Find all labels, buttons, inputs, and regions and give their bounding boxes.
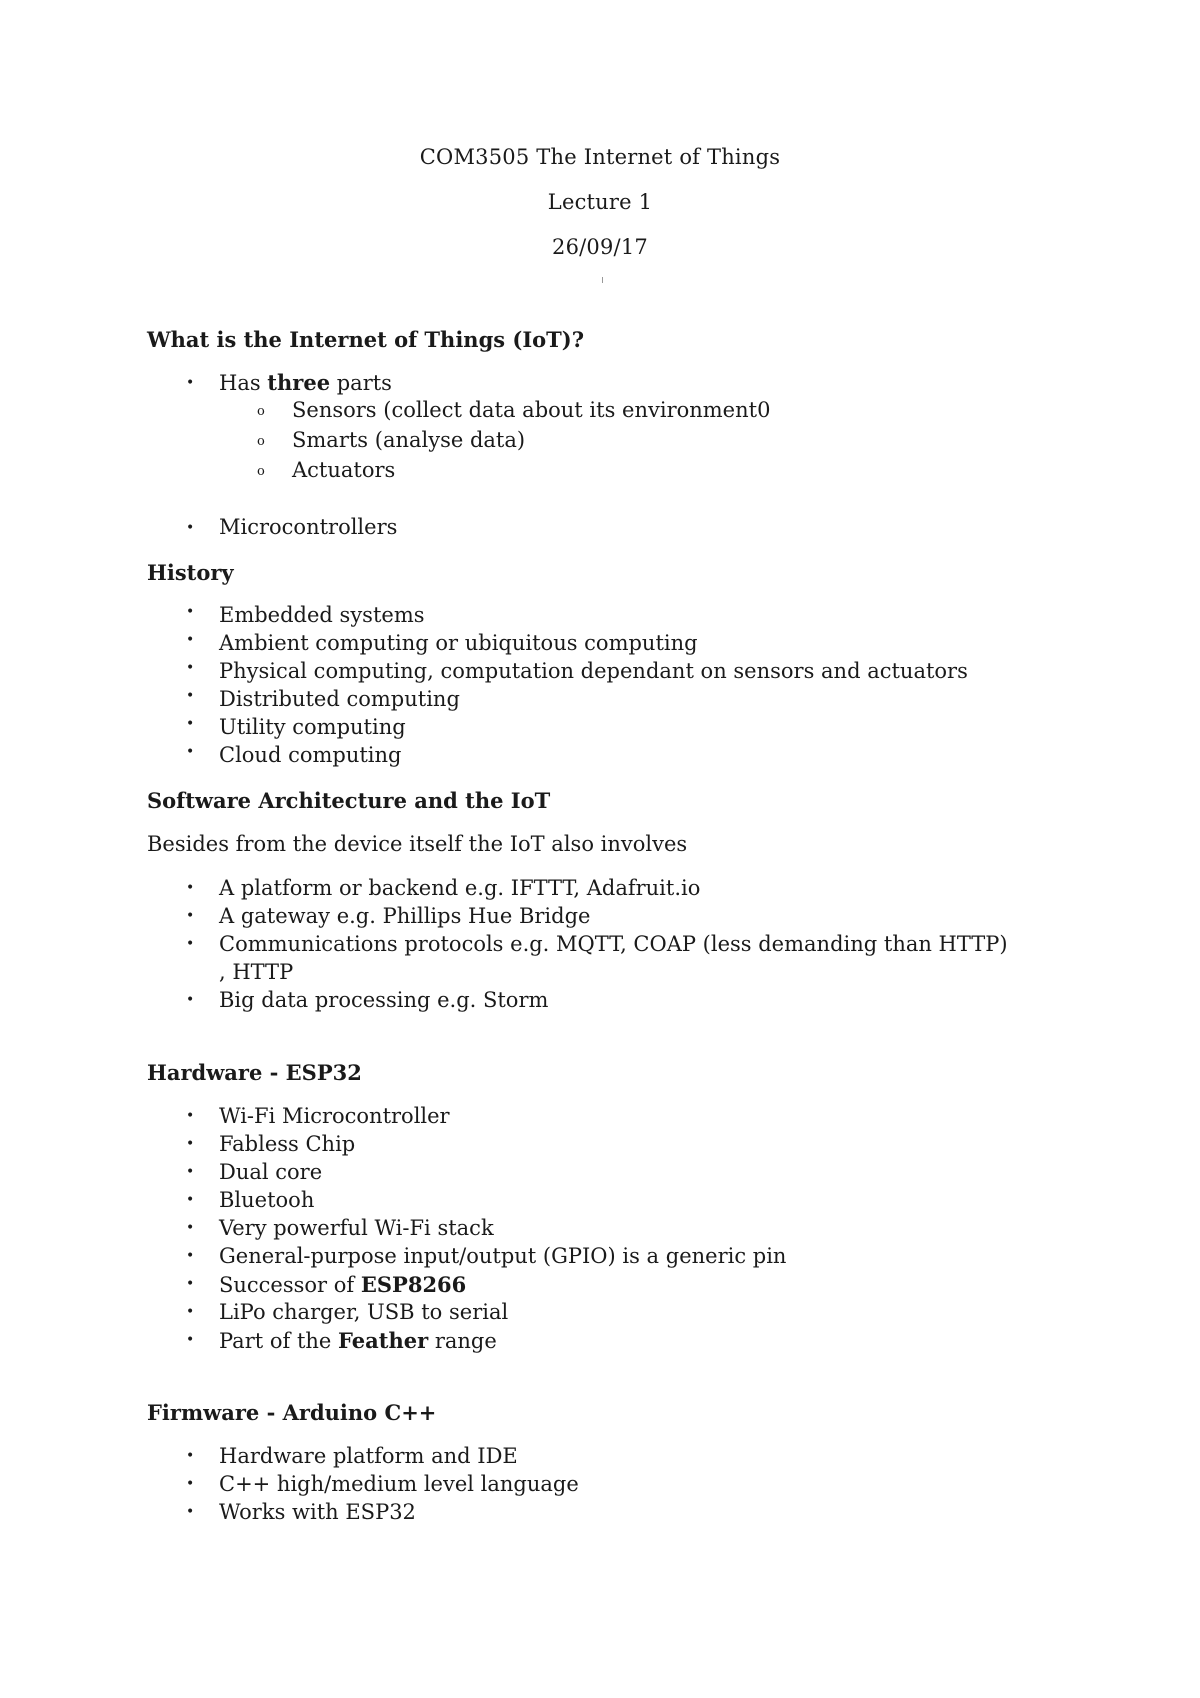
bullet-icon: • xyxy=(186,375,195,391)
list-item: Fabless Chip xyxy=(219,1132,356,1156)
bullet-icon: • xyxy=(186,1220,195,1236)
list-item: Has three parts xyxy=(219,370,392,395)
list-item: Hardware platform and IDE xyxy=(219,1444,518,1468)
sub-list-item: Smarts (analyse data) xyxy=(292,428,526,452)
list-item: Ambient computing or ubiquitous computing xyxy=(219,631,698,655)
list-item: Successor of ESP8266 xyxy=(219,1272,467,1297)
section-heading-iot: What is the Internet of Things (IoT)? xyxy=(147,327,585,352)
list-item: A platform or backend e.g. IFTTT, Adafruit.io xyxy=(219,876,701,900)
bullet-icon: • xyxy=(186,908,195,924)
bullet-icon: • xyxy=(186,1276,195,1292)
list-item: C++ high/medium level language xyxy=(219,1472,579,1496)
list-item: Wi-Fi Microcontroller xyxy=(219,1104,450,1128)
bullet-icon: • xyxy=(186,744,195,760)
bullet-icon: • xyxy=(186,1476,195,1492)
bullet-icon: • xyxy=(186,1136,195,1152)
bullet-icon: • xyxy=(186,936,195,952)
list-item: Very powerful Wi-Fi stack xyxy=(219,1216,494,1240)
bullet-icon: • xyxy=(186,992,195,1008)
sub-bullet-icon: o xyxy=(257,434,265,449)
bullet-icon: • xyxy=(186,1248,195,1264)
bullet-icon: • xyxy=(186,1304,195,1320)
section-heading-firmware: Firmware - Arduino C++ xyxy=(147,1400,437,1425)
bullet-icon: • xyxy=(186,688,195,704)
sub-bullet-icon: o xyxy=(257,464,265,479)
list-item: Utility computing xyxy=(219,715,406,739)
bullet-icon: • xyxy=(186,604,195,620)
lecture-date: 26/09/17 xyxy=(552,235,648,259)
list-item: Cloud computing xyxy=(219,743,402,767)
bullet-icon: • xyxy=(186,1192,195,1208)
list-item: Part of the Feather range xyxy=(219,1328,497,1353)
list-item: LiPo charger, USB to serial xyxy=(219,1300,509,1324)
list-item: Big data processing e.g. Storm xyxy=(219,988,549,1012)
bullet-icon: • xyxy=(186,1164,195,1180)
bullet-icon: • xyxy=(186,632,195,648)
list-item: Dual core xyxy=(219,1160,323,1184)
sub-list-item: Actuators xyxy=(292,458,396,482)
list-item: Physical computing, computation dependant on sensors and actuators xyxy=(219,659,968,683)
list-item: Embedded systems xyxy=(219,603,425,627)
section-heading-history: History xyxy=(147,560,234,585)
bullet-icon: • xyxy=(186,880,195,896)
list-item: Distributed computing xyxy=(219,687,460,711)
bullet-icon: • xyxy=(186,1448,195,1464)
stray-mark xyxy=(602,277,603,283)
course-title: COM3505 The Internet of Things xyxy=(419,145,781,169)
list-item: Bluetooh xyxy=(219,1188,315,1212)
list-item: Microcontrollers xyxy=(219,515,398,539)
sub-bullet-icon: o xyxy=(257,404,265,419)
list-item: A gateway e.g. Phillips Hue Bridge xyxy=(219,904,591,928)
list-item: Works with ESP32 xyxy=(219,1500,416,1524)
section-intro: Besides from the device itself the IoT also involves xyxy=(147,832,688,856)
section-heading-hardware: Hardware - ESP32 xyxy=(147,1060,362,1085)
list-item-continuation: , HTTP xyxy=(219,960,294,984)
list-item: General-purpose input/output (GPIO) is a generic pin xyxy=(219,1244,787,1268)
bullet-icon: • xyxy=(186,1108,195,1124)
bullet-icon: • xyxy=(186,1332,195,1348)
bullet-icon: • xyxy=(186,716,195,732)
lecture-number: Lecture 1 xyxy=(547,190,653,214)
sub-list-item: Sensors (collect data about its environment0 xyxy=(292,398,771,422)
list-item: Communications protocols e.g. MQTT, COAP (less demanding than HTTP) xyxy=(219,932,1008,956)
bullet-icon: • xyxy=(186,660,195,676)
bullet-icon: • xyxy=(186,520,195,536)
bullet-icon: • xyxy=(186,1504,195,1520)
section-heading-software: Software Architecture and the IoT xyxy=(147,788,551,813)
